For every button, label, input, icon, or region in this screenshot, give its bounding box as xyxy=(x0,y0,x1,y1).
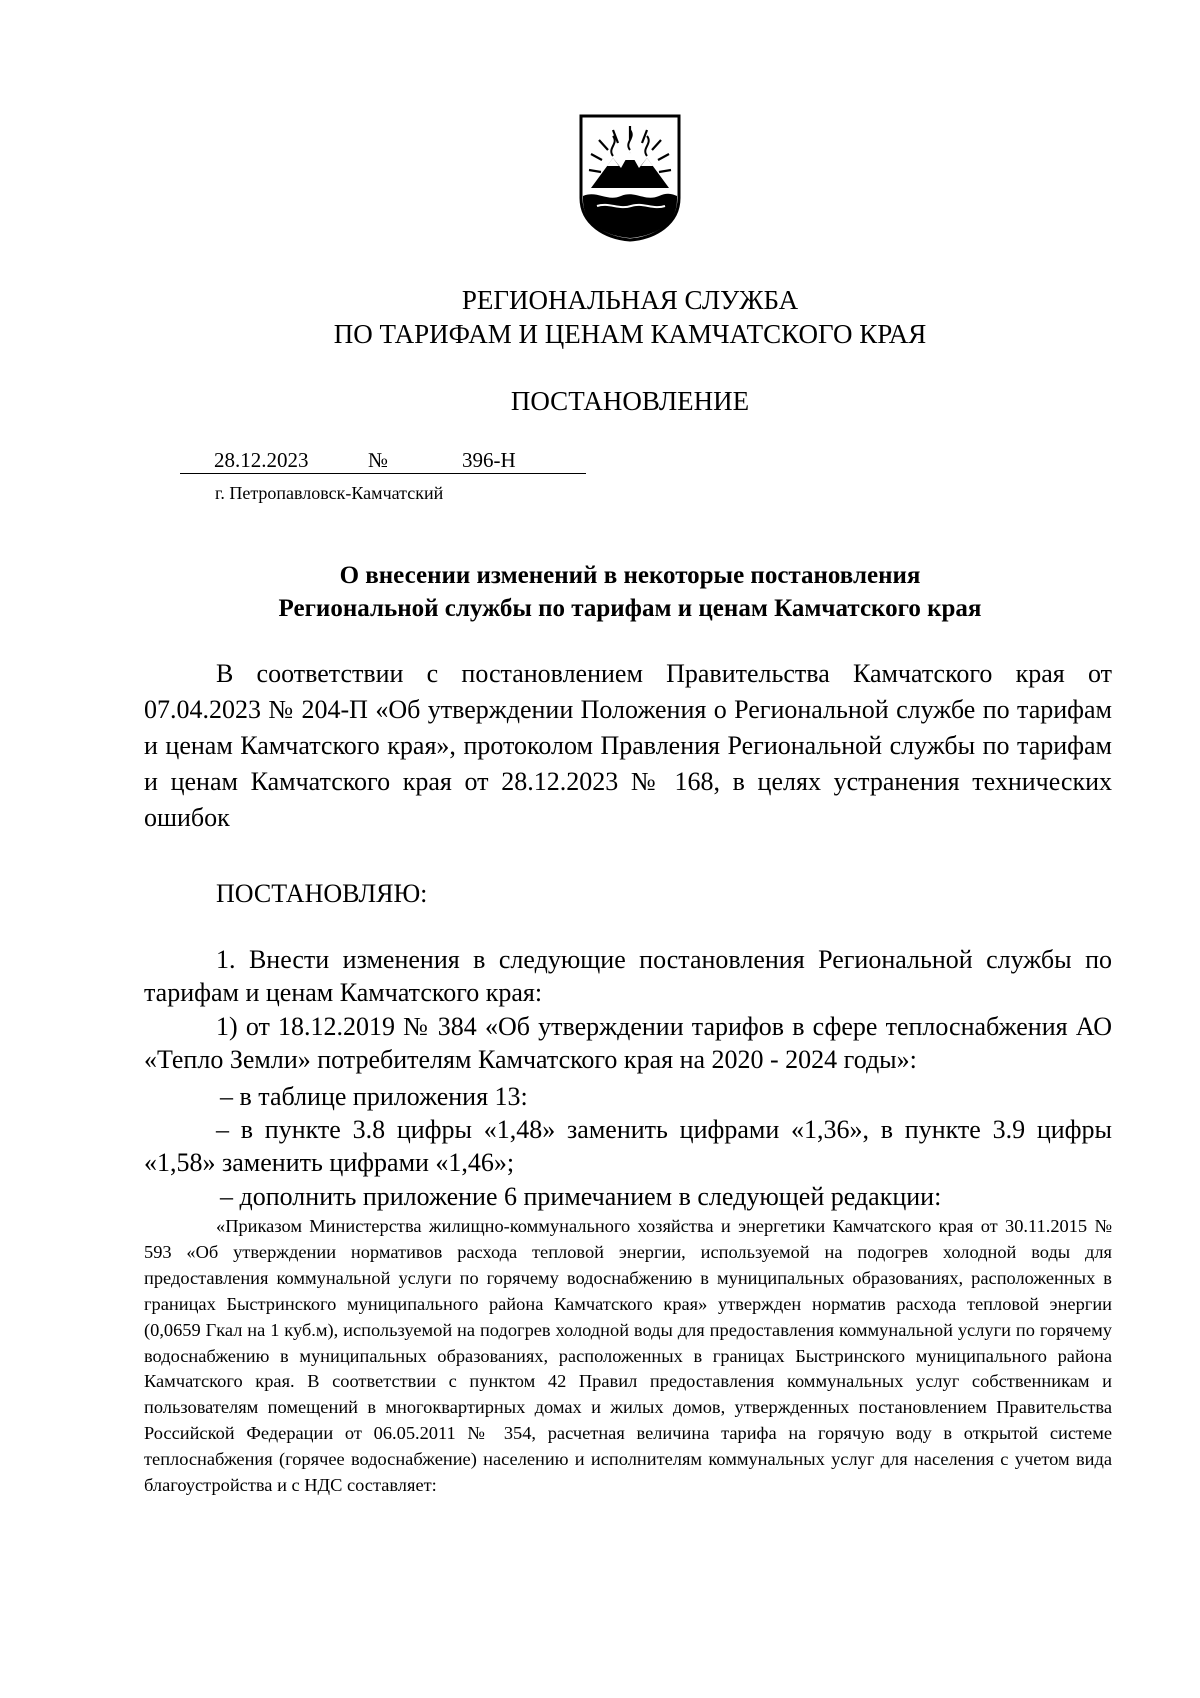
registration-underline xyxy=(180,473,586,474)
organization-name-line2: ПО ТАРИФАМ И ЦЕНАМ КАМЧАТСКОГО КРАЯ xyxy=(333,319,927,349)
document-number: 396-Н xyxy=(462,448,516,472)
number-sign: № xyxy=(368,448,389,472)
coat-of-arms-icon xyxy=(577,112,683,242)
organization-name-line1: РЕГИОНАЛЬНАЯ СЛУЖБА xyxy=(461,285,799,315)
preamble-paragraph: В соответствии с постановлением Правительства Камчатского края от 07.04.2023 № 204-П «Об утверждении Положения о Региональной службе по тарифам и ценам Камчатского края», протоколом Правления Региональной службы по тарифам и ценам Камчатского края от 28.12.2023 № 168, в целях устранения технических ошибок xyxy=(144,659,1112,832)
append-note-item: – дополнить приложение 6 примечанием в следующей редакции: xyxy=(220,1182,942,1211)
document-date: 28.12.2023 xyxy=(214,448,309,472)
table-change-item: – в таблице приложения 13: xyxy=(220,1082,528,1111)
item-1-1-paragraph: 1) от 18.12.2019 № 384 «Об утверждении тарифов в сфере теплоснабжения АО «Тепло Земли» потребителям Камчатского края на 2020 - 2024 годы»: xyxy=(144,1012,1112,1074)
document-title-line1: О внесении изменений в некоторые постановления xyxy=(339,562,921,589)
note-paragraph: «Приказом Министерства жилищно-коммунального хозяйства и энергетики Камчатского края от 30.11.2015 № 593 «Об утверждении нормативов расхода тепловой энергии, используемой на подогрев холодной воды для предоставления коммунальной услуги по горячему водоснабжению в муниципальных образованиях, расположенных в границах Быстринского муниципального района Камчатского края» утвержден норматив расхода тепловой энергии (0,0659 Гкал на 1 куб.м), используемой на подогрев холодной воды для предоставления коммунальной услуги по горячему водоснабжению в муниципальных образованиях, расположенных в границах Быстринского муниципального района Камчатского края. В соответствии с пунктом 42 Правил предоставления коммунальных услуг собственникам и пользователям помещений в многоквартирных домах и жилых домов, утвержденных постановлением Правительства Российской Федерации от 06.05.2011 № 354, расчетная величина тарифа на горячую воду в открытой системе теплоснабжения (горячее водоснабжение) населению и исполнителям коммунальных услуг для населения с учетом вида благоустройства и с НДС составляет: xyxy=(144,1216,1112,1496)
document-title-line2: Региональной службы по тарифам и ценам Камчатского края xyxy=(278,595,982,622)
replace-figures-item: – в пункте 3.8 цифры «1,48» заменить цифрами «1,36», в пункте 3.9 цифры «1,58» заменить цифрами «1,46»; xyxy=(144,1115,1112,1177)
decree-heading: ПОСТАНОВЛЯЮ: xyxy=(216,879,428,908)
document-type: ПОСТАНОВЛЕНИЕ xyxy=(510,386,750,416)
item-1-paragraph: 1. Внести изменения в следующие постановления Региональной службы по тарифам и ценам Камчатского края: xyxy=(144,945,1112,1007)
document-city: г. Петропавловск-Камчатский xyxy=(215,483,444,503)
registration-line xyxy=(180,447,586,473)
